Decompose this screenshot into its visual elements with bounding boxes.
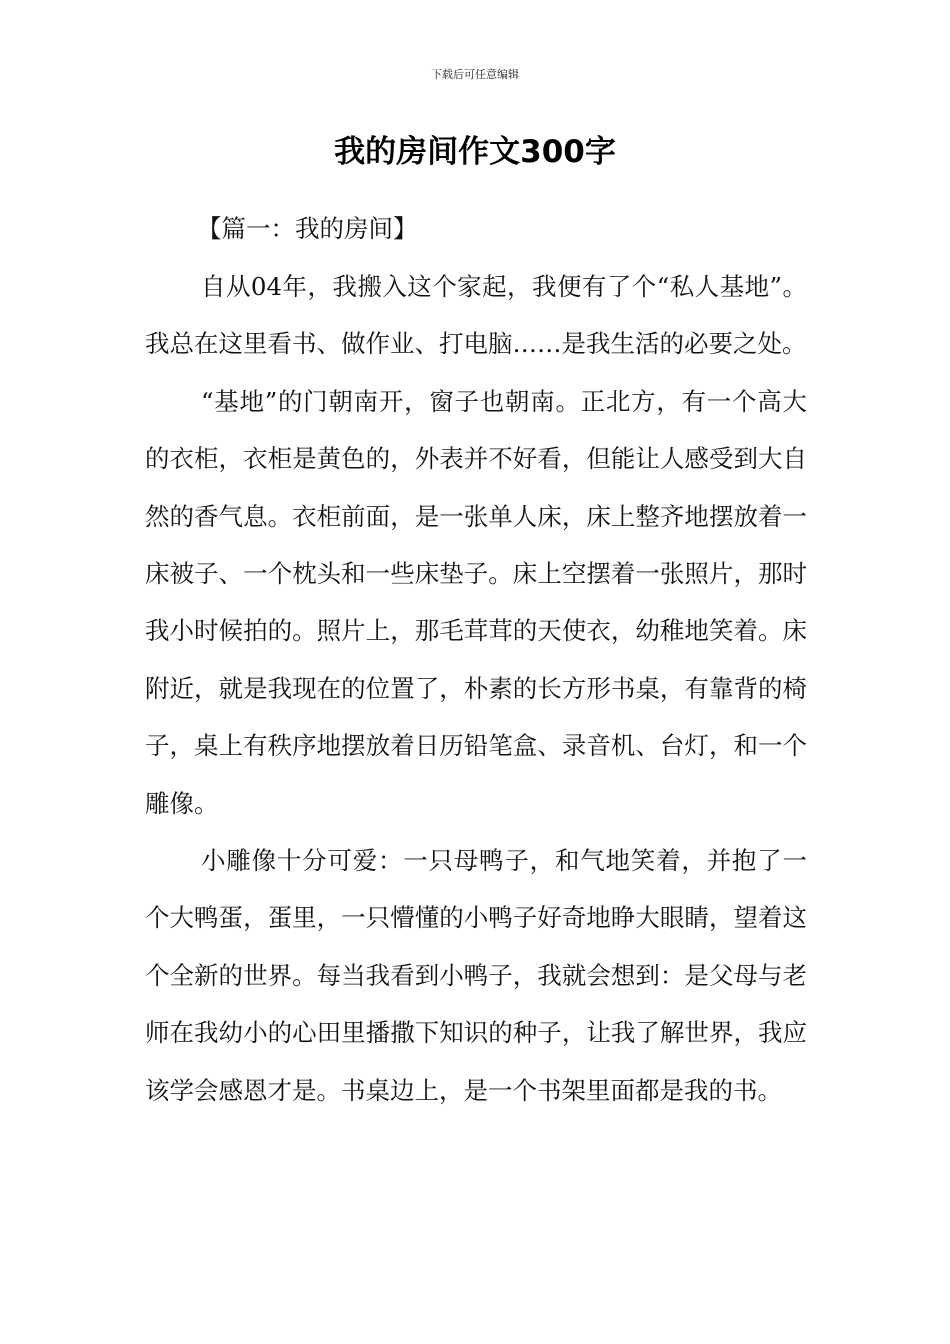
paragraph-2: “基地”的门朝南开，窗子也朝南。正北方，有一个高大的衣柜，衣柜是黄色的，外表并不好看，但能让人感受到大自然的香气息。衣柜前面，是一张单人床，床上整齐地摆放着一床被子、一个枕头和一些床垫子。床上空摆着一张照片，那时我小时候拍的。照片上，那毛茸茸的天使衣，幼稚地笑着。床附近，就是我现在的位置了，朴素的长方形书桌，有靠背的椅子，桌上有秩序地摆放着日历铅笔盒、录音机、台灯，和一个雕像。: [145, 386, 807, 818]
document-body: [145, 200, 807, 1119]
document-title: 我的房间作文300字: [334, 134, 616, 170]
header-note: 下载后可任意编辑: [431, 68, 519, 81]
paragraph-3: 小雕像十分可爱：一只母鸭子，和气地笑着，并抱了一个大鸭蛋，蛋里，一只懵懂的小鸭子好奇地睁大眼睛，望着这个全新的世界。每当我看到小鸭子，我就会想到：是父母与老师在我幼小的心田里播撒下知识的种子，让我了解世界，我应该学会感恩才是。书桌边上，是一个书架里面都是我的书。: [145, 846, 807, 1105]
paragraph-1: 自从04年，我搬入这个家起，我便有了个“私人基地”。我总在这里看书、做作业、打电脑……是我生活的必要之处。: [145, 272, 807, 359]
section-heading: 【篇一：我的房间】: [197, 214, 418, 243]
